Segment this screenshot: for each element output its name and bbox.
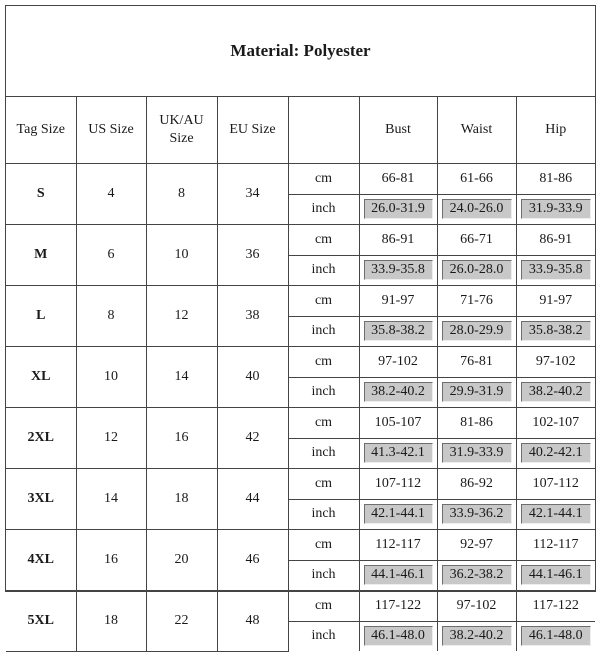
bust-inch-cell-value: 46.1-48.0: [364, 626, 433, 646]
bust-inch-cell: [359, 255, 437, 286]
bust-inch-cell: [359, 377, 437, 408]
waist-inch-cell-value: 28.0-29.9: [442, 321, 512, 341]
tag-size-cell: M: [6, 225, 76, 286]
bust-cm-cell: 107-112: [359, 469, 437, 500]
size-chart: [5, 5, 596, 644]
header-unit-blank: [288, 97, 359, 164]
bust-cm-cell: 91-97: [359, 286, 437, 317]
waist-cm-cell: 97-102: [437, 591, 516, 622]
hip-inch-cell-value: 40.2-42.1: [521, 443, 592, 463]
us-size-cell: 12: [76, 408, 146, 469]
table-row: [6, 347, 595, 378]
bust-inch-cell: [359, 621, 437, 651]
hip-inch-cell: [516, 316, 595, 347]
bust-cm-cell: 105-107: [359, 408, 437, 439]
waist-inch-cell-value: 24.0-26.0: [442, 199, 512, 219]
uk-size-cell: 22: [146, 591, 217, 652]
header-uk-size: [146, 97, 217, 164]
hip-inch-cell: [516, 499, 595, 530]
unit-cm-label: cm: [288, 164, 359, 195]
unit-inch-label: inch: [288, 255, 359, 286]
header-tag-size: Tag Size: [6, 97, 76, 164]
table-row: [6, 225, 595, 256]
us-size-cell: 16: [76, 530, 146, 591]
uk-size-cell: 10: [146, 225, 217, 286]
table-row: [6, 469, 595, 500]
us-size-cell: 10: [76, 347, 146, 408]
hip-cm-cell: 112-117: [516, 530, 595, 561]
tag-size-cell: 5XL: [6, 591, 76, 652]
unit-inch-label: inch: [288, 377, 359, 408]
unit-inch-label: inch: [288, 621, 359, 651]
unit-inch-label: inch: [288, 560, 359, 591]
hip-cm-cell: 81-86: [516, 164, 595, 195]
eu-size-cell: 42: [217, 408, 288, 469]
tag-size-cell: L: [6, 286, 76, 347]
header-row: [6, 97, 595, 164]
bust-inch-cell-value: 41.3-42.1: [364, 443, 433, 463]
eu-size-cell: 40: [217, 347, 288, 408]
waist-inch-cell-value: 31.9-33.9: [442, 443, 512, 463]
hip-inch-cell-value: 46.1-48.0: [521, 626, 592, 646]
bust-inch-cell-value: 42.1-44.1: [364, 504, 433, 524]
waist-cm-cell: 86-92: [437, 469, 516, 500]
hip-inch-cell: [516, 560, 595, 591]
bust-inch-cell: [359, 316, 437, 347]
table-row: [6, 286, 595, 317]
header-uk-line2: Size: [169, 131, 194, 146]
waist-inch-cell: [437, 255, 516, 286]
bust-inch-cell-value: 38.2-40.2: [364, 382, 433, 402]
header-bust: Bust: [359, 97, 437, 164]
size-table: [6, 97, 595, 652]
waist-cm-cell: 61-66: [437, 164, 516, 195]
bust-inch-cell-value: 33.9-35.8: [364, 260, 433, 280]
us-size-cell: 18: [76, 591, 146, 652]
hip-inch-cell-value: 42.1-44.1: [521, 504, 592, 524]
hip-cm-cell: 102-107: [516, 408, 595, 439]
bust-cm-cell: 97-102: [359, 347, 437, 378]
header-eu-size: EU Size: [217, 97, 288, 164]
unit-inch-label: inch: [288, 499, 359, 530]
hip-cm-cell: 97-102: [516, 347, 595, 378]
eu-size-cell: 38: [217, 286, 288, 347]
hip-inch-cell: [516, 255, 595, 286]
unit-inch-label: inch: [288, 438, 359, 469]
waist-inch-cell-value: 29.9-31.9: [442, 382, 512, 402]
eu-size-cell: 46: [217, 530, 288, 591]
header-us-size: US Size: [76, 97, 146, 164]
uk-size-cell: 8: [146, 164, 217, 225]
uk-size-cell: 16: [146, 408, 217, 469]
eu-size-cell: 44: [217, 469, 288, 530]
unit-cm-label: cm: [288, 591, 359, 622]
bust-inch-cell-value: 35.8-38.2: [364, 321, 433, 341]
us-size-cell: 14: [76, 469, 146, 530]
hip-inch-cell-value: 44.1-46.1: [521, 565, 592, 585]
tag-size-cell: XL: [6, 347, 76, 408]
unit-cm-label: cm: [288, 225, 359, 256]
bust-inch-cell: [359, 194, 437, 225]
waist-inch-cell-value: 38.2-40.2: [442, 626, 512, 646]
bust-inch-cell-value: 26.0-31.9: [364, 199, 433, 219]
unit-inch-label: inch: [288, 194, 359, 225]
hip-cm-cell: 107-112: [516, 469, 595, 500]
waist-inch-cell: [437, 560, 516, 591]
waist-inch-cell: [437, 621, 516, 651]
waist-inch-cell: [437, 194, 516, 225]
chart-title: Material: Polyester: [6, 6, 595, 97]
tag-size-cell: 3XL: [6, 469, 76, 530]
header-hip: Hip: [516, 97, 595, 164]
table-row: [6, 408, 595, 439]
eu-size-cell: 48: [217, 591, 288, 652]
uk-size-cell: 20: [146, 530, 217, 591]
waist-cm-cell: 71-76: [437, 286, 516, 317]
table-row: [6, 164, 595, 195]
waist-inch-cell-value: 36.2-38.2: [442, 565, 512, 585]
hip-inch-cell: [516, 438, 595, 469]
waist-cm-cell: 81-86: [437, 408, 516, 439]
unit-cm-label: cm: [288, 408, 359, 439]
bust-inch-cell-value: 44.1-46.1: [364, 565, 433, 585]
waist-cm-cell: 92-97: [437, 530, 516, 561]
waist-inch-cell: [437, 499, 516, 530]
us-size-cell: 4: [76, 164, 146, 225]
hip-inch-cell-value: 33.9-35.8: [521, 260, 592, 280]
header-uk-line1: UK/AU: [159, 113, 204, 128]
bust-cm-cell: 86-91: [359, 225, 437, 256]
bust-inch-cell: [359, 560, 437, 591]
hip-inch-cell: [516, 194, 595, 225]
waist-inch-cell: [437, 438, 516, 469]
waist-cm-cell: 76-81: [437, 347, 516, 378]
table-row: [6, 591, 595, 622]
unit-cm-label: cm: [288, 530, 359, 561]
tag-size-cell: S: [6, 164, 76, 225]
uk-size-cell: 18: [146, 469, 217, 530]
waist-cm-cell: 66-71: [437, 225, 516, 256]
waist-inch-cell-value: 33.9-36.2: [442, 504, 512, 524]
unit-inch-label: inch: [288, 316, 359, 347]
bust-cm-cell: 117-122: [359, 591, 437, 622]
bust-cm-cell: 66-81: [359, 164, 437, 195]
waist-inch-cell-value: 26.0-28.0: [442, 260, 512, 280]
waist-inch-cell: [437, 377, 516, 408]
hip-cm-cell: 86-91: [516, 225, 595, 256]
unit-cm-label: cm: [288, 347, 359, 378]
tag-size-cell: 4XL: [6, 530, 76, 591]
unit-cm-label: cm: [288, 286, 359, 317]
header-waist: Waist: [437, 97, 516, 164]
uk-size-cell: 14: [146, 347, 217, 408]
bust-cm-cell: 112-117: [359, 530, 437, 561]
hip-cm-cell: 117-122: [516, 591, 595, 622]
uk-size-cell: 12: [146, 286, 217, 347]
table-row: [6, 530, 595, 561]
eu-size-cell: 36: [217, 225, 288, 286]
hip-inch-cell-value: 38.2-40.2: [521, 382, 592, 402]
tag-size-cell: 2XL: [6, 408, 76, 469]
eu-size-cell: 34: [217, 164, 288, 225]
hip-inch-cell: [516, 377, 595, 408]
bust-inch-cell: [359, 499, 437, 530]
hip-cm-cell: 91-97: [516, 286, 595, 317]
hip-inch-cell-value: 35.8-38.2: [521, 321, 592, 341]
bust-inch-cell: [359, 438, 437, 469]
hip-inch-cell: [516, 621, 595, 651]
unit-cm-label: cm: [288, 469, 359, 500]
us-size-cell: 8: [76, 286, 146, 347]
us-size-cell: 6: [76, 225, 146, 286]
hip-inch-cell-value: 31.9-33.9: [521, 199, 592, 219]
waist-inch-cell: [437, 316, 516, 347]
